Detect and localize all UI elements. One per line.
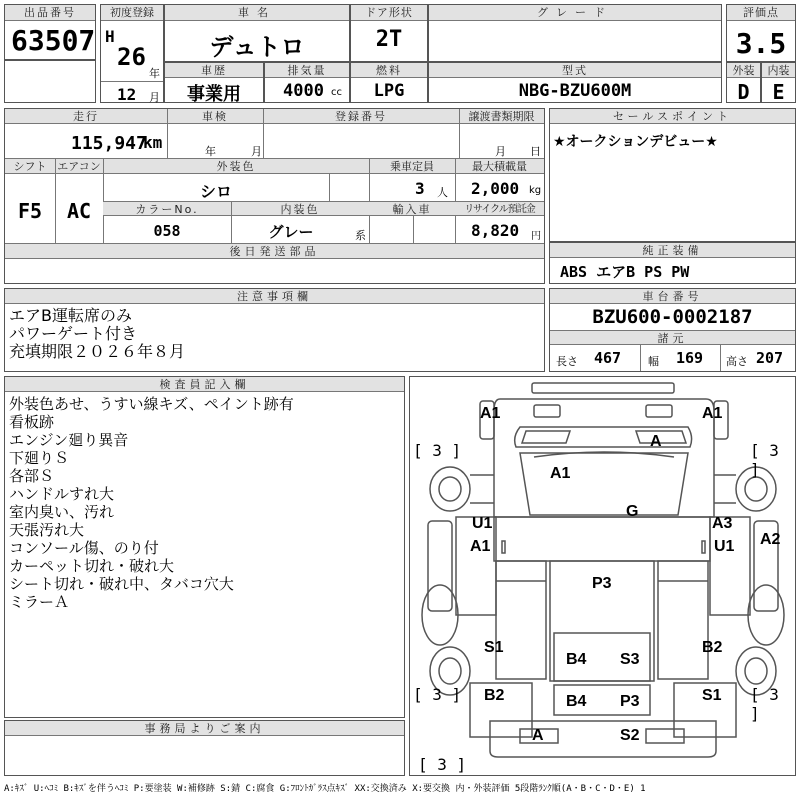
sales-point-value: ★オークションデビュー★ [553, 134, 718, 150]
aircon-value: AC [66, 199, 92, 223]
registration-era: H [105, 27, 115, 46]
max-load-unit: kg [529, 185, 542, 196]
int-grade-header: 内装 [762, 63, 795, 78]
bracket-right-upper: [ 3 ] [750, 441, 779, 479]
car-name-value: デュトロ [209, 33, 305, 61]
score-box [726, 4, 796, 62]
inspector-line: 下廻りＳ [9, 449, 70, 467]
main-info-block [4, 108, 545, 284]
model-value: NBG-BZU600M [518, 81, 632, 101]
label-a1-top-left: A1 [480, 405, 501, 422]
label-p3-low: P3 [620, 693, 640, 710]
door-header: ドア形状 [351, 5, 427, 21]
fuel-value: LPG [373, 81, 405, 101]
specs-header: 諸元 [550, 330, 795, 345]
car-name-header: 車名 [165, 5, 349, 21]
recycle-value: 8,820 [471, 221, 520, 240]
aircon-header: エアコン [55, 159, 103, 174]
inspector-line: 室内臭い、汚れ [9, 503, 115, 521]
score-value: 3.5 [735, 27, 787, 60]
damage-diagram [409, 376, 796, 776]
inspector-line: コンソール傷、のり付 [9, 539, 159, 557]
inspector-line: ハンドルすれ大 [9, 485, 115, 503]
inspection-header: 車検 [167, 109, 263, 124]
inspection-year-unit: 年 [205, 145, 216, 158]
later-parts-header: 後日発送部品 [5, 244, 544, 259]
displacement-box [264, 62, 350, 103]
label-u1-right: U1 [714, 538, 735, 555]
door-value: 2T [375, 27, 403, 52]
history-header: 車歴 [165, 63, 263, 78]
office-box [4, 720, 405, 776]
label-a-top: A [650, 433, 662, 450]
max-load-header: 最大積載量 [455, 159, 544, 174]
grade-header: グレード [429, 5, 721, 21]
int-color-header: 内装色 [231, 201, 369, 216]
notes-line: エアB運転席のみ [9, 306, 132, 325]
label-u1-left: U1 [472, 515, 493, 532]
lot-number-value: 63507 [11, 24, 96, 57]
color-no-value: 058 [153, 222, 181, 240]
specs-height: 207 [756, 349, 784, 367]
chassis-box [549, 288, 796, 372]
int-grade-value: E [772, 80, 785, 104]
mileage-unit: km [143, 133, 163, 152]
displacement-value: 4000 [283, 81, 324, 101]
notes-box [4, 288, 545, 372]
capacity-value: 3 [415, 179, 425, 198]
office-header: 事務局よりご案内 [5, 721, 404, 736]
transfer-day-unit: 日 [530, 145, 541, 158]
label-a2-right: A2 [760, 531, 781, 548]
chassis-header: 車台番号 [550, 289, 795, 304]
label-s1-left: S1 [484, 639, 504, 656]
inspector-line: 外装色あせ、うすい線キズ、ペイント跡有 [9, 395, 294, 413]
inspector-line: エンジン廻り異音 [9, 431, 129, 449]
legend-text: A:ｷｽﾞ U:ﾍｺﾐ B:ｷｽﾞを伴うﾍｺﾐ P:要塗装 W:補修跡 S:錆 C:腐食 G:ﾌﾛﾝﾄｶﾞﾗｽ点ｷｽﾞ XX:交換済み X:要交換 内・外装評価 5段階ﾗﾝｸ順(A・B・C・D・E) 1 [4, 784, 646, 794]
door-box [350, 4, 428, 62]
bracket-left-lower: [ 3 ] [413, 685, 462, 704]
ext-grade-header: 外装 [727, 63, 760, 78]
label-b2-left: B2 [484, 687, 505, 704]
int-grade-box [761, 62, 796, 103]
mileage-header: 走行 [5, 109, 167, 124]
registration-year-unit: 年 [149, 67, 160, 80]
label-a1-left: A1 [470, 538, 491, 555]
label-a1-center: A1 [550, 465, 571, 482]
label-g: G [626, 503, 639, 520]
label-a1-top-right: A1 [702, 405, 723, 422]
mileage-value: 115,947 [71, 133, 147, 154]
bracket-bottom: [ 3 ] [418, 755, 467, 774]
ext-grade-value: D [737, 80, 750, 104]
notes-lines [9, 307, 185, 361]
label-a3-right: A3 [712, 515, 733, 532]
ext-color-header: 外装色 [103, 159, 369, 174]
specs-width-label: 幅 [648, 355, 659, 368]
label-a-bottom: A [532, 727, 544, 744]
fuel-box [350, 62, 428, 103]
label-s2-bottom: S2 [620, 727, 640, 744]
int-color-value: グレー [268, 223, 314, 241]
label-b4-low: B4 [566, 693, 587, 710]
plate-header: 登録番号 [263, 109, 459, 124]
notes-line: 充填期限２０２６年８月 [9, 342, 186, 361]
inspector-line: シート切れ・破れ中、タバコ穴大 [9, 575, 234, 593]
inspector-line: 各部Ｓ [9, 467, 55, 485]
grade-box [428, 4, 722, 62]
specs-width: 169 [676, 349, 704, 367]
chassis-value: BZU600-0002187 [592, 306, 753, 328]
history-box [164, 62, 264, 103]
registration-box [100, 4, 164, 103]
label-p3-mid: P3 [592, 575, 612, 592]
registration-month-unit: 月 [149, 91, 160, 104]
inspector-line: 看板跡 [9, 413, 55, 431]
registration-header: 初度登録 [101, 5, 163, 21]
color-no-header: カラーNo. [103, 201, 231, 216]
equipment-header: 純正装備 [550, 243, 795, 258]
ext-grade-box [726, 62, 761, 103]
inspector-line: ミラーＡ [9, 593, 70, 611]
displacement-unit: cc [331, 87, 342, 98]
score-header: 評価点 [727, 5, 795, 21]
bracket-right-lower: [ 3 ] [750, 685, 779, 723]
equipment-value: ABS エアB PS PW [560, 263, 690, 281]
recycle-header: リサイクル預託金 [455, 201, 544, 216]
sales-point-box [549, 108, 796, 242]
shift-value: F5 [17, 199, 43, 223]
inspector-lines [9, 395, 294, 611]
inspector-line: 天張汚れ大 [9, 521, 85, 539]
max-load-value: 2,000 [471, 179, 520, 198]
label-b2-right: B2 [702, 639, 723, 656]
transfer-month-unit: 月 [495, 145, 506, 158]
transfer-header: 譲渡書類期限 [459, 109, 544, 124]
label-s3-mid: S3 [620, 651, 640, 668]
ext-color-value: シロ [199, 182, 232, 201]
lot-number-header: 出品番号 [5, 5, 95, 21]
model-header: 型式 [429, 63, 721, 78]
inspector-line: カーペット切れ・破れ大 [9, 557, 175, 575]
lot-number-blank [4, 60, 96, 103]
capacity-unit: 人 [437, 186, 448, 199]
label-b4-mid: B4 [566, 651, 587, 668]
specs-length-label: 長さ [556, 355, 578, 368]
fuel-header: 燃料 [351, 63, 427, 78]
recycle-unit: 円 [531, 231, 541, 242]
registration-year: 26 [117, 43, 146, 71]
model-box [428, 62, 722, 103]
inspector-box [4, 376, 405, 718]
bracket-left-upper: [ 3 ] [413, 441, 462, 460]
inspector-header: 検査員記入欄 [5, 377, 404, 392]
label-s1-right: S1 [702, 687, 722, 704]
lot-number-box [4, 4, 96, 60]
sales-point-header: セールスポイント [550, 109, 795, 124]
history-value: 事業用 [187, 84, 241, 105]
equipment-box [549, 242, 796, 284]
int-color-unit: 系 [355, 229, 366, 242]
shift-header: シフト [5, 159, 55, 174]
import-header: 輸入車 [369, 201, 455, 216]
notes-header: 注意事項欄 [5, 289, 544, 304]
inspection-month-unit: 月 [251, 145, 262, 158]
notes-line: パワーゲート付き [9, 324, 138, 343]
displacement-header: 排気量 [265, 63, 349, 78]
specs-length: 467 [594, 349, 622, 367]
car-name-box [164, 4, 350, 62]
capacity-header: 乗車定員 [369, 159, 455, 174]
registration-month: 12 [117, 85, 137, 104]
specs-height-label: 高さ [726, 355, 748, 368]
